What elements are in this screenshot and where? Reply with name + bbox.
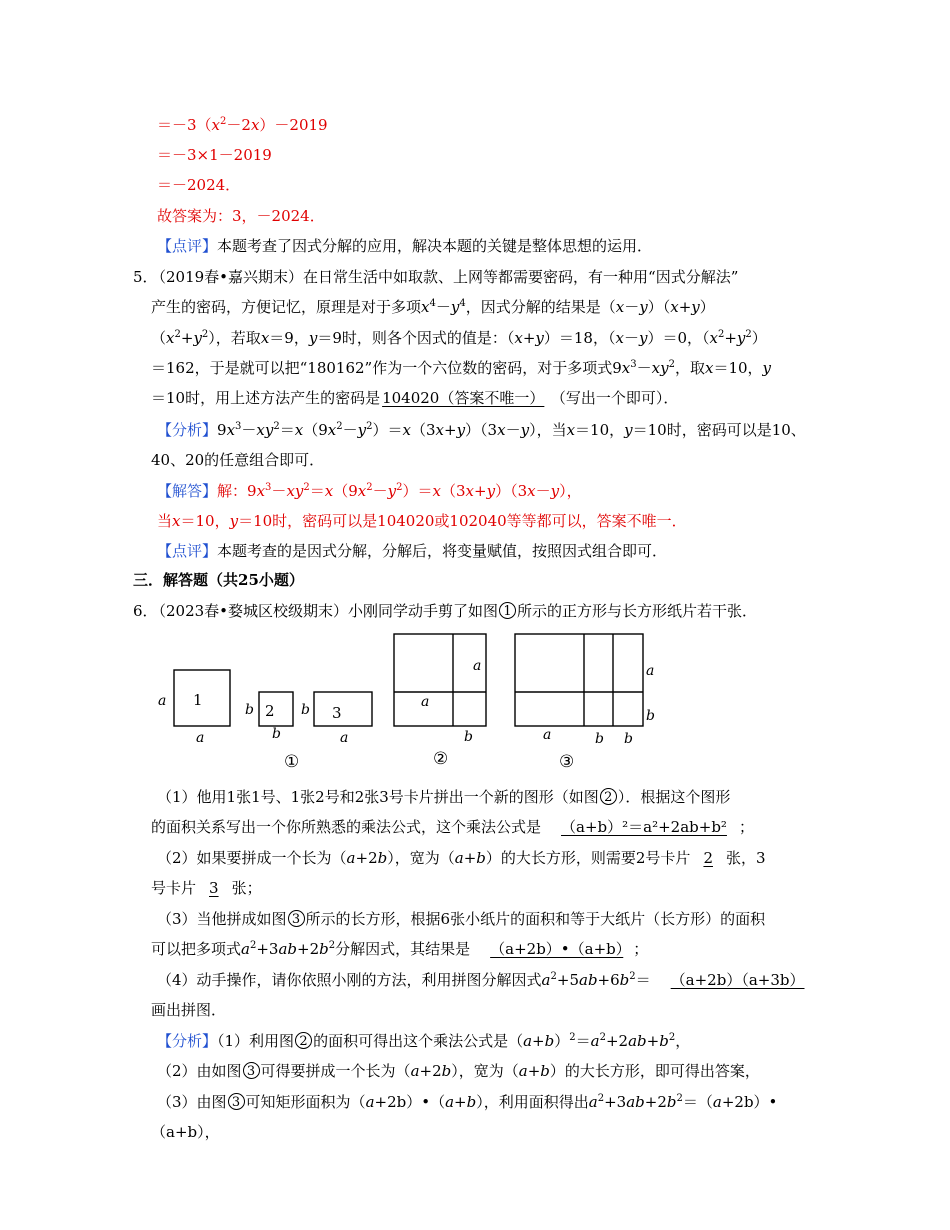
figure-2-square bbox=[394, 634, 486, 726]
fig3-side-b: b bbox=[646, 708, 655, 724]
q5-answer-blank: 104020（答案不唯一） bbox=[382, 389, 545, 407]
section-heading: 三．解答题（共25小题） bbox=[133, 571, 304, 589]
prev-step-3: ＝－2024． bbox=[157, 176, 241, 194]
fig3-side-a: a bbox=[646, 663, 655, 679]
fig2-inner-a: a bbox=[421, 694, 430, 710]
q6-part2-line2: 号卡片 3 张； bbox=[151, 879, 262, 897]
prev-step-2: ＝－3×1－2019 bbox=[157, 146, 272, 164]
card-3-number: 3 bbox=[332, 704, 342, 722]
q6-part3-line1: （3）当他拼成如图 3 所示的长方形，根据6张小纸片的面积和等于大纸片（长方形）的面积 bbox=[157, 910, 766, 928]
q5-number: 5． bbox=[133, 268, 158, 286]
q5-line-2: 产生的密码，方便记忆，原理是对于多项$x^4-y^4$，因式分解的结果是（x－y）（x+y） bbox=[151, 298, 715, 316]
q6-part3-line2: 可以把多项式$a^2+3ab+2b^2$分解因式，其结果是 （a+2b）•（a+b） ； bbox=[151, 940, 649, 958]
q6-part2-answer-2: 2 bbox=[703, 849, 713, 867]
figure-label-2: ② bbox=[433, 749, 449, 769]
q6-figure bbox=[150, 628, 670, 776]
fig2-side-a: a bbox=[473, 658, 482, 674]
card-3-side-b: b bbox=[301, 702, 310, 718]
q6-analysis-3: （3）由图 3 可知矩形面积为（a+2b）•（a+b），利用面积得出$a^2+3ab+2b^2=(a+2b)•$ bbox=[157, 1093, 778, 1111]
fig3-bottom-a: a bbox=[543, 727, 552, 743]
q6-part1-answer: （a+b）²＝a²+2ab+b² bbox=[561, 818, 727, 836]
card-1-number: 1 bbox=[193, 691, 203, 709]
card-1-side-a: a bbox=[158, 693, 167, 709]
q6-part1-line2: 的面积关系写出一个你所熟悉的乘法公式，这个乘法公式是 （a+b）²＝a²+2ab+b² ； bbox=[151, 818, 754, 836]
q5-solution-2: 当x＝10，y＝10时，密码可以是104020或102040等等都可以，答案不唯一． bbox=[157, 512, 687, 530]
q6-number: 6． bbox=[133, 602, 158, 620]
prev-answer: 故答案为：3，－2024． bbox=[157, 207, 325, 225]
circled-1: 1 bbox=[499, 602, 516, 619]
q5-line-4: ＝162，于是就可以把“180162”作为一个六位数的密码，对于多项式$9x^3-xy^2$，取x＝10，y bbox=[151, 359, 772, 377]
q5-analysis-1: 【分析】$9x^3-xy^2=x(9x^2-y^2)=x(3x+y)(3x-y)$，当x＝10，y＝10时，密码可以是10、 bbox=[157, 421, 806, 439]
q6-part2-line1: （2）如果要拼成一个长为（a+2b），宽为（a+b）的大长方形，则需要2号卡片 2 张，3 bbox=[157, 849, 766, 867]
q5-solution-1: 【解答】解：$9x^3-xy^2=x(9x^2-y^2)=x(3x+y)(3x-y)$， bbox=[157, 482, 582, 500]
q6-analysis-2: （2）由如图 3 可得要拼成一个长为（a+2b），宽为（a+b）的大长方形，即可得出答案， bbox=[157, 1062, 760, 1080]
q5-line-1: （2019春•嘉兴期末）在日常生活中如取款、上网等都需要密码，有一种用“因式分解法” bbox=[151, 268, 739, 286]
card-2-number: 2 bbox=[265, 702, 275, 720]
q5-line-5: ＝10时，用上述方法产生的密码是 104020（答案不唯一） （写出一个即可）． bbox=[151, 389, 679, 407]
fig3-bottom-b1: b bbox=[595, 731, 604, 747]
q6-analysis-4: （a+b）， bbox=[151, 1123, 220, 1141]
q6-analysis-1: 【分析】（1）利用图 2 的面积可得出这个乘法公式是$(a+b)^2=a^2+2ab+b^2$， bbox=[157, 1032, 691, 1050]
q6-part4-line1: （4）动手操作，请你依照小刚的方法，利用拼图分解因式$a^2+5ab+6b^2= (a+2b)(a+3b)$ bbox=[157, 971, 805, 989]
q6-part2-answer-3: 3 bbox=[209, 879, 219, 897]
card-3-bottom-a: a bbox=[340, 730, 349, 746]
q5-analysis-2: 40、20的任意组合即可． bbox=[151, 451, 325, 469]
q5-line-3: $(x^2+y^2)$，若取x＝9，y＝9时，则各个因式的值是：（x+y）＝18，（x－y）＝0，$(x^2+y^2)$ bbox=[151, 329, 767, 347]
prev-step-1: $=-3(x^2-2x)-2019$ bbox=[157, 116, 328, 134]
q5-comment: 【点评】本题考查的是因式分解，分解后，将变量赋值，按照因式组合即可． bbox=[157, 542, 668, 560]
card-3-rect bbox=[314, 692, 372, 726]
figure-3-rect bbox=[515, 634, 643, 726]
figure-label-3: ③ bbox=[559, 752, 575, 772]
q6-part4-answer: （a+2b）（a+3b） bbox=[670, 971, 805, 989]
fig3-bottom-b2: b bbox=[624, 731, 633, 747]
card-2-side-b: b bbox=[245, 702, 254, 718]
fig2-bottom-b: b bbox=[464, 729, 473, 745]
figure-label-1: ① bbox=[284, 752, 300, 772]
card-2-bottom-b: b bbox=[272, 726, 281, 742]
q6-intro: （2023春•婺城区校级期末）小刚同学动手剪了如图 1 所示的正方形与长方形纸片若干张． bbox=[151, 602, 758, 620]
q6-part3-answer: （a+2b）•（a+b） bbox=[490, 940, 624, 958]
q6-part1-line1: （1）他用1张1号、1张2号和2张3号卡片拼出一个新的图形（如图 2 ）．根据这个图形 bbox=[157, 788, 731, 806]
q6-part4-line2: 画出拼图． bbox=[151, 1001, 227, 1019]
card-1-bottom-a: a bbox=[196, 730, 205, 746]
prev-comment: 【点评】本题考查了因式分解的应用，解决本题的关键是整体思想的运用． bbox=[157, 237, 653, 255]
